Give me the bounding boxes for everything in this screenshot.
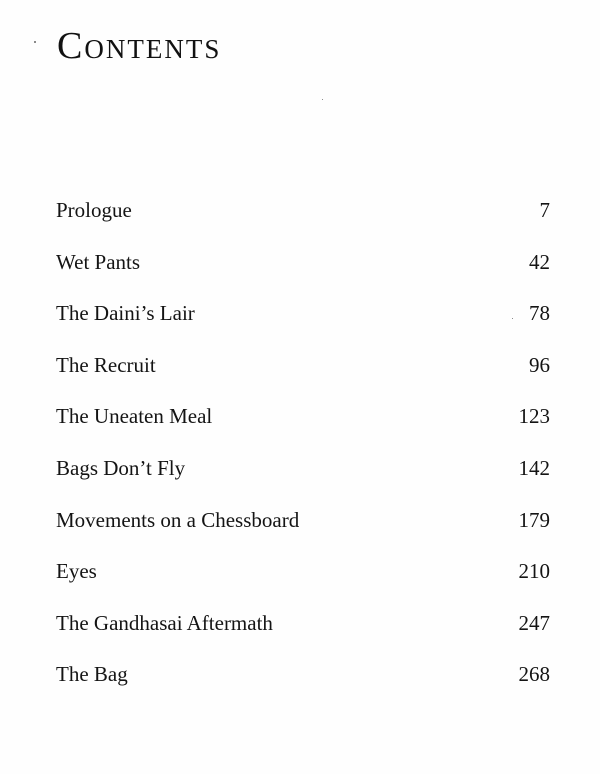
page-number: 123 bbox=[518, 404, 550, 429]
chapter-title: Movements on a Chessboard bbox=[56, 507, 300, 532]
chapter-title: The Bag bbox=[56, 662, 128, 687]
toc-entry bbox=[56, 506, 550, 558]
page-title: Contents bbox=[57, 25, 222, 67]
chapter-title: The Uneaten Meal bbox=[56, 404, 213, 429]
toc-entry bbox=[56, 609, 550, 661]
chapter-title: The Daini’s Lair bbox=[56, 301, 195, 326]
chapter-title: Wet Pants bbox=[56, 249, 141, 274]
toc-entry bbox=[56, 248, 550, 300]
page-number: 247 bbox=[518, 610, 550, 635]
print-speck bbox=[322, 99, 323, 100]
toc-entry bbox=[56, 196, 550, 248]
chapter-title: Eyes bbox=[56, 559, 97, 584]
print-speck bbox=[34, 41, 36, 43]
table-of-contents bbox=[56, 196, 550, 712]
page-number: 96 bbox=[529, 352, 550, 377]
toc-entry bbox=[56, 660, 550, 712]
page-number: 42 bbox=[529, 249, 550, 274]
chapter-title: Bags Don’t Fly bbox=[56, 455, 186, 480]
page-number: 268 bbox=[518, 662, 550, 687]
toc-entry bbox=[56, 454, 550, 506]
page-number: 210 bbox=[518, 559, 550, 584]
chapter-title: The Gandhasai Aftermath bbox=[56, 610, 273, 635]
chapter-title: Prologue bbox=[56, 198, 132, 222]
toc-entry bbox=[56, 299, 550, 351]
page-number: 7 bbox=[539, 198, 550, 222]
toc-entry bbox=[56, 557, 550, 609]
toc-entry bbox=[56, 402, 550, 454]
toc-entry bbox=[56, 351, 550, 403]
page-number: 78 bbox=[529, 301, 550, 326]
page-number: 179 bbox=[518, 507, 550, 532]
page-number: 142 bbox=[518, 455, 550, 480]
chapter-title: The Recruit bbox=[56, 352, 156, 377]
